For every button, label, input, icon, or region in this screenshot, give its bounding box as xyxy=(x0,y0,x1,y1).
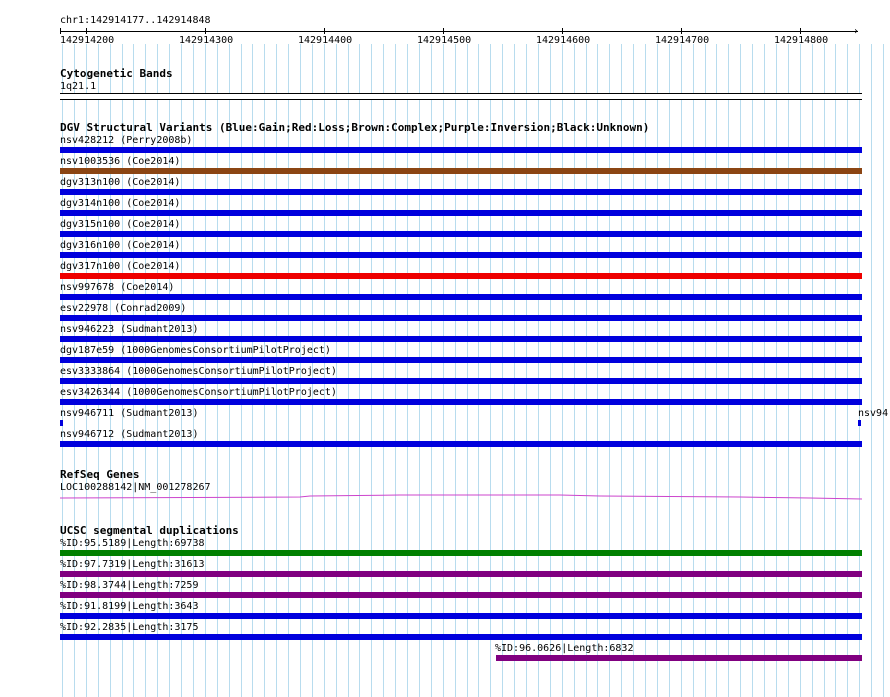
refseq-gene-label: LOC100288142|NM_001278267 xyxy=(60,482,211,493)
dgv-feature-bar[interactable] xyxy=(60,357,862,363)
dgv-feature-label: dgv314n100 (Coe2014) xyxy=(60,198,181,209)
dgv-feature-label: dgv317n100 (Coe2014) xyxy=(60,261,181,272)
dgv-feature-bar[interactable] xyxy=(60,210,862,216)
dgv-feature-bar[interactable] xyxy=(60,315,862,321)
segdup-feature-label: %ID:91.8199|Length:3643 xyxy=(60,601,199,612)
dgv-feature-label: nsv428212 (Perry2008b) xyxy=(60,135,193,146)
segdup-feature-bar[interactable] xyxy=(60,571,862,577)
dgv-feature-label: dgv316n100 (Coe2014) xyxy=(60,240,181,251)
dgv-feature-label: dgv187e59 (1000GenomesConsortiumPilotProject) xyxy=(60,345,331,356)
ruler-tick xyxy=(681,28,682,34)
ruler-tick xyxy=(443,28,444,34)
dgv-feature-bar[interactable] xyxy=(60,252,862,258)
dgv-overflow-bar[interactable] xyxy=(858,420,861,426)
dgv-feature-bar[interactable] xyxy=(60,420,63,426)
segdup-feature-label: %ID:98.3744|Length:7259 xyxy=(60,580,199,591)
dgv-feature-label: nsv946223 (Sudmant2013) xyxy=(60,324,199,335)
dgv-feature-bar[interactable] xyxy=(60,378,862,384)
ruler-tick-label: 142914200 xyxy=(60,35,115,46)
dgv-feature-label: nsv997678 (Coe2014) xyxy=(60,282,175,293)
dgv-feature-bar[interactable] xyxy=(60,189,862,195)
segdup-feature-bar[interactable] xyxy=(60,634,862,640)
cytoband-bar[interactable] xyxy=(60,93,862,100)
dgv-feature-label: dgv313n100 (Coe2014) xyxy=(60,177,181,188)
dgv-overflow-label: nsv94 xyxy=(858,408,889,419)
dgv-feature-bar[interactable] xyxy=(60,147,862,153)
dgv-feature-label: nsv1003536 (Coe2014) xyxy=(60,156,181,167)
segdup-feature-bar[interactable] xyxy=(60,613,862,619)
segdup-feature-label: %ID:92.2835|Length:3175 xyxy=(60,622,199,633)
segdup-feature-label: %ID:95.5189|Length:69738 xyxy=(60,538,205,549)
dgv-feature-bar[interactable] xyxy=(60,273,862,279)
dgv-feature-label: dgv315n100 (Coe2014) xyxy=(60,219,181,230)
ruler-tick xyxy=(324,28,325,34)
segdup-track-title: UCSC segmental duplications xyxy=(60,524,239,537)
ruler-tick xyxy=(562,28,563,34)
dgv-feature-label: nsv946711 (Sudmant2013) xyxy=(60,408,199,419)
ruler-axis[interactable] xyxy=(60,31,858,32)
ruler-tick-label: 142914500 xyxy=(417,35,472,46)
ruler-tick-label: 142914800 xyxy=(774,35,829,46)
dgv-feature-bar[interactable] xyxy=(60,231,862,237)
dgv-track-title: DGV Structural Variants (Blue:Gain;Red:Loss;Brown:Complex;Purple:Inversion;Black:Unknown) xyxy=(60,121,650,134)
segdup-feature-label: %ID:97.7319|Length:31613 xyxy=(60,559,205,570)
dgv-feature-label: nsv946712 (Sudmant2013) xyxy=(60,429,199,440)
ruler-tick-label: 142914300 xyxy=(179,35,234,46)
segdup-feature-label: %ID:96.0626|Length:6832 xyxy=(495,643,634,654)
dgv-feature-bar[interactable] xyxy=(60,336,862,342)
segdup-feature-bar[interactable] xyxy=(496,655,862,661)
dgv-feature-bar[interactable] xyxy=(60,294,862,300)
ruler-tick-label: 142914700 xyxy=(655,35,710,46)
cytoband-track-title: Cytogenetic Bands xyxy=(60,67,173,80)
dgv-feature-bar[interactable] xyxy=(60,399,862,405)
ruler-start-tick xyxy=(60,28,61,34)
dgv-feature-label: esv3333864 (1000GenomesConsortiumPilotProject) xyxy=(60,366,337,377)
ruler-tick xyxy=(800,28,801,34)
ruler-arrow-icon: › xyxy=(853,26,860,37)
ruler-tick xyxy=(86,28,87,34)
dgv-feature-label: esv3426344 (1000GenomesConsortiumPilotProject) xyxy=(60,387,337,398)
cytoband-label: 1q21.1 xyxy=(60,81,97,92)
refseq-gene-line[interactable] xyxy=(60,490,862,502)
coordinate-label: chr1:142914177..142914848 xyxy=(60,15,211,26)
segdup-feature-bar[interactable] xyxy=(60,550,862,556)
segdup-feature-bar[interactable] xyxy=(60,592,862,598)
dgv-feature-label: esv22978 (Conrad2009) xyxy=(60,303,187,314)
refseq-track-title: RefSeq Genes xyxy=(60,468,140,481)
ruler-tick xyxy=(205,28,206,34)
dgv-feature-bar[interactable] xyxy=(60,441,862,447)
ruler-tick-label: 142914600 xyxy=(536,35,591,46)
ruler-tick-label: 142914400 xyxy=(298,35,353,46)
dgv-feature-bar[interactable] xyxy=(60,168,862,174)
